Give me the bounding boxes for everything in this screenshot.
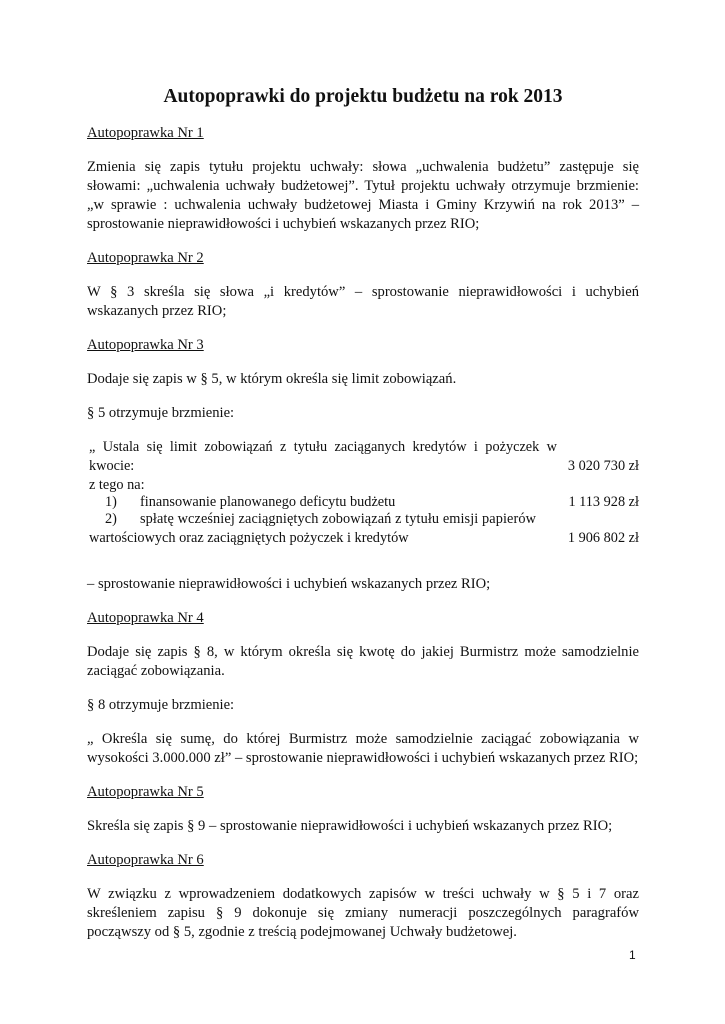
document-title: Autopoprawki do projektu budżetu na rok 2013 [163, 86, 563, 107]
section-6-heading: Autopoprawka Nr 6 [87, 852, 204, 868]
section-3-text-2: § 5 otrzymuje brzmienie: [87, 405, 235, 421]
section-3-text-1: Dodaje się zapis w § 5, w którym określa się limit zobowiązań. [87, 371, 457, 387]
document-page [87, 84, 639, 957]
section-4-heading: Autopoprawka Nr 4 [87, 610, 204, 626]
section-3-text-3: – sprostowanie nieprawidłowości i uchybień wskazanych przez RIO; [87, 576, 491, 592]
limit-intro: „ Ustala się limit zobowiązań z tytułu zaciąganych kredytów i pożyczek w kwocie: [89, 439, 557, 474]
item-2-text-line-1: spłatę wcześniej zaciągniętych zobowiązań z tytułu emisji papierów [140, 511, 537, 527]
of-which-label: z tego na: [89, 477, 145, 493]
section-6-text: W związku z wprowadzeniem dodatkowych zapisów w treści uchwały w § 5 i 7 oraz skreśleniem zapisu § 9 dokonuje się zmiany numeracji poszczególnych paragrafów począwszy od § 5, zgodnie z treścią podejmowanej Uchwały budżetowej. [87, 886, 639, 940]
section-3-heading: Autopoprawka Nr 3 [87, 337, 204, 353]
section-4-text-1: Dodaje się zapis § 8, w którym określa się kwotę do jakiej Burmistrz może samodzielnie zaciągać zobowiązania. [87, 644, 639, 679]
item-1-number: 1) [105, 494, 117, 510]
section-2-heading: Autopoprawka Nr 2 [87, 250, 204, 266]
item-2-amount: 1 906 802 zł [567, 530, 639, 546]
item-1-text: finansowanie planowanego deficytu budżetu [140, 494, 396, 510]
item-1-amount: 1 113 928 zł [568, 494, 639, 510]
section-5-text: Skreśla się zapis § 9 – sprostowanie nieprawidłowości i uchybień wskazanych przez RIO; [87, 818, 613, 834]
section-2-text: W § 3 skreśla się słowa „i kredytów” – sprostowanie nieprawidłowości i uchybień wskazanych przez RIO; [87, 284, 639, 319]
section-1-text: Zmienia się zapis tytułu projektu uchwały: słowa „uchwalenia budżetu” zastępuje się słowami: „uchwalenia uchwały budżetowej”. Tytuł projektu uchwały otrzymuje brzmienie: „w sprawie : uchwalenia uchwały budżetowej Miasta i Gminy Krzywiń na rok 2013” – sprostowanie nieprawidłowości i uchybień wskazanych przez RIO; [87, 159, 639, 232]
section-5-heading: Autopoprawka Nr 5 [87, 784, 204, 800]
section-4-text-2: § 8 otrzymuje brzmienie: [87, 697, 235, 713]
section-1-heading: Autopoprawka Nr 1 [87, 125, 204, 141]
limit-total-amount: 3 020 730 zł [567, 458, 639, 474]
item-2-text-line-2: wartościowych oraz zaciągniętych pożyczek i kredytów [89, 530, 409, 546]
page-number: 1 [629, 948, 636, 962]
section-4-text-3: „ Określa się sumę, do której Burmistrz może samodzielnie zaciągać zobowiązania w wysokości 3.000.000 zł” – sprostowanie nieprawidłowości i uchybień wskazanych przez RIO; [87, 731, 639, 766]
limit-table [87, 438, 639, 548]
item-2-number: 2) [105, 511, 117, 527]
